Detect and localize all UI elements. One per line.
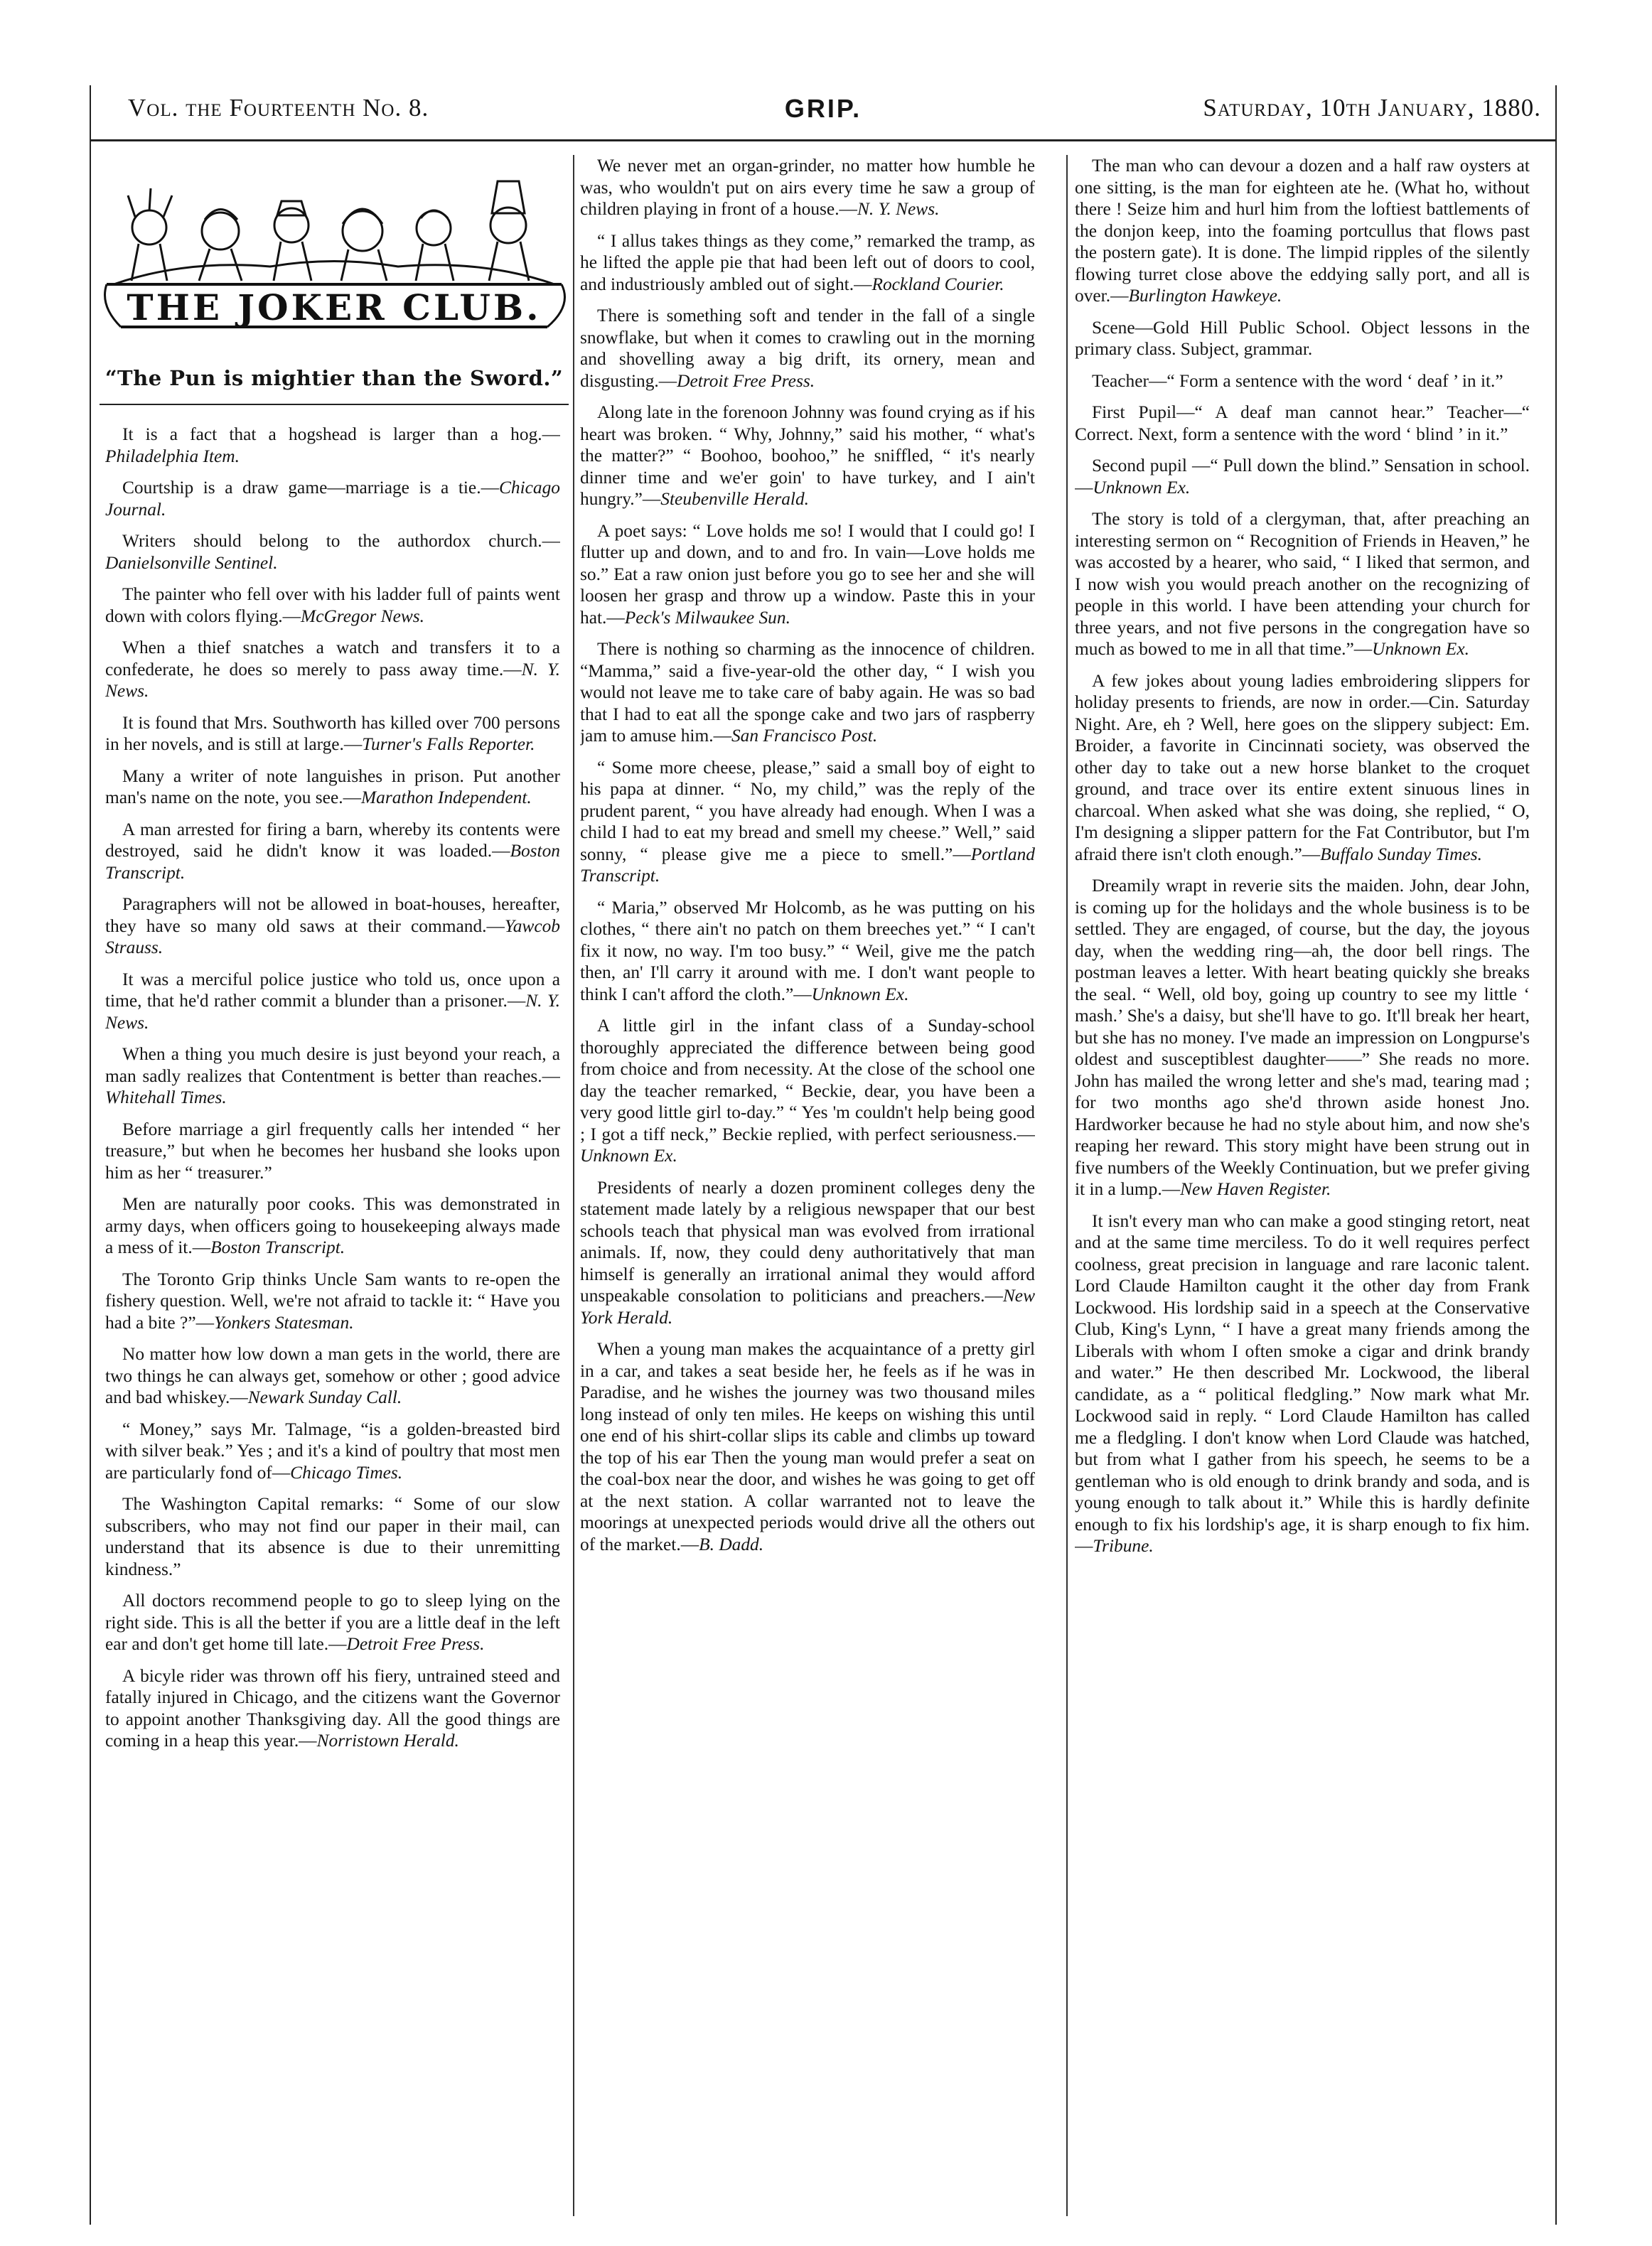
joke-paragraph: There is something soft and tender in the fall of a single snowflake, but when it comes to crawling out in the morning and shovelling away a big drift, its ornery, mean and disgusting.—Detroit Free Press.	[580, 306, 1035, 391]
joke-paragraph: There is nothing so charming as the innocence of children. “Mamma,” said a five-year-old the other day, “ I wish you would not leave me to take care of baby again. He was so bad that I had to eat all the sponge cake and two jars of raspberry jam to amuse him.—San Francisco Post.	[580, 639, 1035, 746]
joke-text: Second pupil —“ Pull down the blind.” Sensation in school.	[1092, 456, 1530, 475]
joke-source: Marathon Independent.	[360, 788, 532, 807]
joke-paragraph: “ Money,” says Mr. Talmage, “is a golden-breasted bird with silver beak.” Yes ; and it's a kind of poultry that most men are particularly fond of—Chicago Times.	[105, 1419, 560, 1483]
joke-text: There is nothing so charming as the innocence of children. “Mamma,” said a five-year-old the other day, “ I wish you would not leave me to take care of baby again. He was so bad that I had to eat all the sponge cake and two jars of raspberry jam to amuse him.	[580, 639, 1035, 746]
joke-source: N. Y. News.	[105, 991, 560, 1033]
joke-paragraph	[105, 1493, 560, 1580]
joke-paragraph: Writers should belong to the authordox church.—Danielsonville Sentinel.	[105, 531, 560, 573]
joke-paragraph: Courtship is a draw game—marriage is a tie.—Chicago Journal.	[105, 478, 560, 520]
column-3	[1075, 155, 1530, 2245]
joke-source: Yawcob Strauss.	[105, 915, 560, 957]
joke-paragraph: Paragraphers will not be allowed in boat-houses, hereafter, they have so many old saws at their command.—Yawcob Strauss.	[105, 894, 560, 957]
joke-source: New York Herald.	[580, 1286, 1035, 1328]
joke-source: Yonkers Statesman.	[213, 1312, 354, 1333]
joke-source: Steubenville Herald.	[660, 489, 810, 509]
joke-source: Chicago Times.	[290, 1462, 403, 1483]
joke-text: Paragraphers will not be allowed in boat-houses, hereafter, they have so many old saws at their command.	[105, 894, 560, 936]
joke-source: Unknown Ex.	[580, 1146, 677, 1166]
joke-paragraph: Along late in the forenoon Johnny was found crying as if his heart was broken. “ Why, Johnny,” said his mother, “ what's the matter?” “ Boohoo, boohoo,” he sniffled, “ it's nearly dinner time and we'er goin' to have turkey, and I ain't hungry.”—Steubenville Herald.	[580, 402, 1035, 509]
joke-source: Tribune.	[1093, 1536, 1154, 1556]
joke-text: A bicyle rider was thrown off his fiery, untrained steed and fatally injured in Chicago, and the citizens want the Governor to appoint another Thanksgiving day. All the good things are coming in a heap this year.	[105, 1665, 560, 1751]
joke-text: A few jokes about young ladies embroidering slippers for holiday presents to friends, are now in order.—Cin. Saturday Night. Are, eh ? Well, here goes on the slippery subject: Em. Broider, a favorite in Cincinnati society, was observed the other day to take out a new horse blanket to the croquet ground, and trace over its entire extent sinuous lines in charcoal. When asked what she was doing, she replied, “ O, I'm designing a slipper pattern for the Fat Contributor, but I'm afraid there isn't cloth enough.”	[1075, 670, 1530, 864]
joke-paragraph	[1075, 402, 1530, 445]
joke-paragraph: A bicyle rider was thrown off his fiery, untrained steed and fatally injured in Chicago, and the citizens want the Governor to appoint another Thanksgiving day. All the good things are coming in a heap this year.—Norristown Herald.	[105, 1665, 560, 1751]
joke-paragraph: “ I allus takes things as they come,” remarked the tramp, as he lifted the apple pie that had been left out of doors to cool, and industriously ambled out of sight.—Rockland Courier.	[580, 230, 1035, 294]
joke-paragraph: Many a writer of note languishes in prison. Put another man's name on the note, you see.—Marathon Independent.	[105, 765, 560, 807]
joke-paragraph: Second pupil —“ Pull down the blind.” Sensation in school.—Unknown Ex.	[1075, 456, 1530, 498]
joke-source: Unknown Ex.	[1093, 477, 1191, 498]
joke-source: N. Y. News.	[105, 659, 560, 701]
joke-paragraph: Presidents of nearly a dozen prominent colleges deny the statement made lately by a religious newspaper that our best schools teach that physical man was evolved from irrational animals. If, now, they could deny authoritatively that man himself is generally an irrational animal they would afford unspeakable consolation to politicians and preachers.—New York Herald.	[580, 1177, 1035, 1328]
joke-text: The Washington Capital remarks: “ Some of our slow subscribers, who may not find our paper in their mail, can understand that its absence is due to their unremitting kindness.”	[105, 1494, 560, 1579]
joke-source: Turner's Falls Reporter.	[362, 734, 535, 754]
joke-text: First Pupil—“ A deaf man cannot hear.” Teacher—“ Correct. Next, form a sentence with the word ‘ blind ’ in it.”	[1075, 402, 1530, 444]
joke-text: There is something soft and tender in the fall of a single snowflake, but when it comes to crawling out in the morning and shovelling away a big drift, its ornery, mean and disgusting.	[580, 306, 1035, 391]
joke-source: Norristown Herald.	[316, 1731, 459, 1751]
joke-source: New Haven Register.	[1180, 1179, 1331, 1199]
joke-text: “ I allus takes things as they come,” remarked the tramp, as he lifted the apple pie that had been left out of doors to cool, and industriously ambled out of sight.	[580, 230, 1035, 294]
joke-text: It is a fact that a hogshead is larger than a hog.	[122, 424, 542, 444]
joke-paragraph: A man arrested for firing a barn, whereby its contents were destroyed, said he didn't know it was loaded.—Boston Transcript.	[105, 819, 560, 883]
joke-text: When a thief snatches a watch and transfers it to a confederate, he does so merely to pass away time.	[105, 638, 560, 679]
joke-paragraph	[1075, 317, 1530, 360]
joke-source: McGregor News.	[301, 606, 424, 626]
joke-text: It was a merciful police justice who told us, once upon a time, that he'd rather commit a blunder than a prisoner.	[105, 969, 560, 1011]
column-divider-1	[573, 155, 574, 2216]
joke-source: Buffalo Sunday Times.	[1320, 844, 1482, 864]
joke-source: Unknown Ex.	[1372, 639, 1469, 659]
joke-source: Newark Sunday Call.	[247, 1387, 402, 1407]
joke-paragraph	[105, 1119, 560, 1184]
joke-paragraph: A poet says: “ Love holds me so! I would that I could go! I flutter up and down, and to and fro. In vain—Love holds me so.” Eat a raw onion just before you go to see her and she will loosen her grasp and throw up a window. Paste this in your hat.—Peck's Milwaukee Sun.	[580, 520, 1035, 628]
joke-paragraph: The story is told of a clergyman, that, after preaching an interesting sermon on “ Recognition of Friends in Heaven,” he was accosted by a hearer, who said, “ I liked that sermon, and I now wish you would preach another on the recognizing of people in this world. I have been attending your church for three years, and not five persons in the congregation have so much as bowed to me in all that time.”—Unknown Ex.	[1075, 509, 1530, 659]
joke-text: The story is told of a clergyman, that, after preaching an interesting sermon on “ Recognition of Friends in Heaven,” he was accosted by a hearer, who said, “ I liked that sermon, and I now wish you would preach another on the recognizing of people in this world. I have been attending your church for three years, and not five persons in the congregation have so much as bowed to me in all that time.”	[1075, 509, 1530, 659]
joke-text: “ Money,” says Mr. Talmage, “is a golden-breasted bird with silver beak.” Yes ; and it's a kind of poultry that most men are particularly fond of	[105, 1419, 560, 1483]
joke-source: Portland Transcript.	[580, 844, 1035, 886]
joke-paragraph: “ Some more cheese, please,” said a small boy of eight to his papa at dinner. “ No, my child,” was the reply of the prudent parent, “ you have already had enough. When I was a child I had to eat my bread and smell my cheese.” Well,” said sonny, “ please give me a piece to smell.”—Portland Transcript.	[580, 757, 1035, 886]
column-divider-2	[1066, 155, 1068, 2216]
joke-text: Presidents of nearly a dozen prominent colleges deny the statement made lately by a religious newspaper that our best schools teach that physical man was evolved from irrational animals. If, now, they could deny authoritatively that man himself is generally an irrational animal they would afford unspeakable consolation to politicians and preachers.	[580, 1177, 1035, 1306]
joke-source: B. Dadd.	[699, 1534, 764, 1554]
motto-rule	[100, 404, 569, 405]
joke-text: A little girl in the infant class of a Sunday-school thoroughly appreciated the difference between being good from choice and from necessity. At the close of the school one day the teacher remarked, “ Beckie, dear, you have been a very good little girl to-day.” “ Yes 'm couldn't help being good ; I got a tiff neck,” Beckie replied, with perfect seriousness.	[580, 1016, 1035, 1144]
joke-source: Detroit Free Press.	[677, 370, 815, 391]
joke-text: Before marriage a girl frequently calls her intended “ her treasure,” but when he becomes her husband she looks upon him as her “ treasurer.”	[105, 1119, 560, 1183]
joke-text: A poet says: “ Love holds me so! I would that I could go! I flutter up and down, and to and fro. In vain—Love holds me so.” Eat a raw onion just before you go to see her and she will loosen her grasp and throw up a window. Paste this in your hat.	[580, 520, 1035, 628]
joke-source: N. Y. News.	[857, 199, 940, 219]
joke-source: Whitehall Times.	[105, 1087, 227, 1107]
joke-paragraph: When a young man makes the acquaintance of a pretty girl in a car, and takes a seat beside her, he feels as if he was in Paradise, and he wishes the journey was two thousand miles long instead of only ten miles. He keeps on wishing this until one end of his shirt-collar slips its cable and climbs up toward the top of his ear Then the young man would prefer a seat on the coal-box near the door, and wishes he was going to get off at the next station. A collar warranted not to leave the moorings at unexpected periods would drive all the others out of the market.—B. Dadd.	[580, 1339, 1035, 1554]
joke-source: Burlington Hawkeye.	[1128, 286, 1282, 306]
masthead	[91, 94, 1555, 128]
column-2	[580, 155, 1035, 2245]
joke-text: Writers should belong to the authordox church.	[122, 531, 542, 551]
joke-paragraph	[1075, 370, 1530, 392]
joke-text: All doctors recommend people to go to sleep lying on the right side. This is all the better if you are a little deaf in the left ear and don't get home till late.	[105, 1591, 560, 1654]
joke-paragraph: A little girl in the infant class of a Sunday-school thoroughly appreciated the difference between being good from choice and from necessity. At the close of the school one day the teacher remarked, “ Beckie, dear, you have been a very good little girl to-day.” “ Yes 'm couldn't help being good ; I got a tiff neck,” Beckie replied, with perfect seriousness.—Unknown Ex.	[580, 1016, 1035, 1166]
joke-paragraph: We never met an organ-grinder, no matter how humble he was, who wouldn't put on airs every time he saw a group of children playing in front of a house.—N. Y. News.	[580, 156, 1035, 219]
joker-club-illustration	[100, 160, 569, 387]
joke-source: Boston Transcript.	[105, 841, 560, 883]
joke-text: The painter who fell over with his ladder full of paints went down with colors flying.	[105, 584, 560, 626]
masthead-rule	[90, 139, 1557, 141]
joke-paragraph: A few jokes about young ladies embroidering slippers for holiday presents to friends, are now in order.—Cin. Saturday Night. Are, eh ? Well, here goes on the slippery subject: Em. Broider, a favorite in Cincinnati society, was observed the other day to take out a new horse blanket to the croquet ground, and trace over its entire extent sinuous lines in charcoal. When asked what she was doing, she replied, “ O, I'm designing a slipper pattern for the Fat Contributor, but I'm afraid there isn't cloth enough.”—Buffalo Sunday Times.	[1075, 670, 1530, 864]
joke-text: The man who can devour a dozen and a half raw oysters at one sitting, is the man for eighteen ate he. (What ho, without there ! Seize him and hurl him from the loftiest battlements of the donjon keep, into the foaming portcullus that flows past the postern gate). It is done. The limpid ripples of the silently flowing turret close above the eddying sally port, and all is over.	[1075, 156, 1530, 306]
joke-text: When a thing you much desire is just beyond your reach, a man sadly realizes that Contentment is better than reaches.	[105, 1044, 560, 1086]
joke-paragraph: The man who can devour a dozen and a half raw oysters at one sitting, is the man for eighteen ate he. (What ho, without there ! Seize him and hurl him from the loftiest battlements of the donjon keep, into the foaming portcullus that flows past the postern gate). It is done. The limpid ripples of the silently flowing turret close above the eddying sally port, and all is over.—Burlington Hawkeye.	[1075, 156, 1530, 306]
joke-paragraph: When a thing you much desire is just beyond your reach, a man sadly realizes that Contentment is better than reaches.—Whitehall Times.	[105, 1044, 560, 1107]
joke-source: Danielsonville Sentinel.	[105, 552, 278, 573]
joke-text: We never met an organ-grinder, no matter how humble he was, who wouldn't put on airs every time he saw a group of children playing in front of a house.	[580, 156, 1035, 219]
left-margin-rule	[90, 85, 91, 2225]
joke-text: “ Maria,” observed Mr Holcomb, as he was putting on his clothes, “ there ain't no patch on them breeches yet.” “ I can't fix it now, no way. I'm too busy.” “ Weil, give me the patch then, an' I'll carry it around with me. I don't want people to think I can't afford the cloth.”	[580, 897, 1035, 1004]
joke-paragraph: It is a fact that a hogshead is larger than a hog.—Philadelphia Item.	[105, 424, 560, 466]
joke-text: Men are naturally poor cooks. This was demonstrated in army days, when officers going to housekeeping always made a mess of it.	[105, 1194, 560, 1257]
joke-source: Philadelphia Item.	[105, 446, 240, 466]
joke-text: It is found that Mrs. Southworth has killed over 700 persons in her novels, and is still at large.	[105, 712, 560, 754]
joke-source: Detroit Free Press.	[346, 1634, 485, 1654]
joke-text: Many a writer of note languishes in prison. Put another man's name on the note, you see.	[105, 765, 560, 807]
issue-date: Saturday, 10th January, 1880.	[1203, 94, 1541, 122]
joke-source: Rockland Courier.	[871, 274, 1004, 294]
joke-paragraph: No matter how low down a man gets in the world, there are two things he can always get, somehow or other ; good advice and bad whiskey.—Newark Sunday Call.	[105, 1344, 560, 1407]
section-title: THE JOKER CLUB.	[127, 286, 542, 328]
joke-text: Dreamily wrapt in reverie sits the maiden. John, dear John, is coming up for the holidays and the whole business is to be settled. They are engaged, of course, but the day, the joyous day, when the wedding ring—ah, the door bell rings. The postman leaves a letter. With heart beating quickly she breaks the seal. “ Well, old boy, going up country to see my little ‘ mash.’ She's a daisy, but she'll have to go. It'll break her heart, but she has no money. I've made an impression on Longpurse's oldest and susceptiblest daughter——” She reads no more. John has mailed the wrong letter and she's mad, tearing mad ; for two months ago she'd thrown aside honest Jno. Hardworker because he had no style about him, and now she's reaping her reward. This story might have been strung out in five numbers of the Weekly Continuation, but we prefer giving it in a lump.	[1075, 876, 1530, 1199]
paper-title: GRIP.	[784, 94, 862, 123]
joke-text: The Toronto Grip thinks Uncle Sam wants to re-open the fishery question. Well, we're not afraid to tackle it: “ Have you had a bite ?”	[105, 1269, 560, 1333]
joke-source: San Francisco Post.	[731, 726, 878, 746]
volume-number: Vol. the Fourteenth No. 8.	[128, 94, 429, 122]
joke-text: When a young man makes the acquaintance of a pretty girl in a car, and takes a seat beside her, he feels as if he was in Paradise, and he wishes the journey was two thousand miles long instead of only ten miles. He keeps on wishing this until one end of his shirt-collar slips its cable and climbs up toward the top of his ear Then the young man would prefer a seat on the coal-box near the door, and wishes he was going to get off at the next station. A collar warranted not to leave the moorings at unexpected periods would drive all the others out of the market.	[580, 1339, 1035, 1554]
section-motto: “The Pun is mightier than the Sword.”	[104, 366, 564, 390]
joke-text: Along late in the forenoon Johnny was found crying as if his heart was broken. “ Why, Johnny,” said his mother, “ what's the matter?” “ Boohoo, boohoo,” he sniffled, “ it's nearly dinner time and we'er goin' to have turkey, and I ain't hungry.”	[580, 402, 1035, 509]
joke-text: A man arrested for firing a barn, whereby its contents were destroyed, said he didn't know it was loaded.	[105, 819, 560, 861]
joke-text: No matter how low down a man gets in the world, there are two things he can always get, somehow or other ; good advice and bad whiskey.	[105, 1344, 560, 1407]
column-1	[105, 424, 560, 2222]
joke-text: Courtship is a draw game—marriage is a tie.	[122, 478, 481, 498]
joke-paragraph: “ Maria,” observed Mr Holcomb, as he was putting on his clothes, “ there ain't no patch on them breeches yet.” “ I can't fix it now, no way. I'm too busy.” “ Weil, give me the patch then, an' I'll carry it around with me. I don't want people to think I can't afford the cloth.”—Unknown Ex.	[580, 897, 1035, 1004]
joke-paragraph: The Toronto Grip thinks Uncle Sam wants to re-open the fishery question. Well, we're not afraid to tackle it: “ Have you had a bite ?”—Yonkers Statesman.	[105, 1269, 560, 1333]
joke-paragraph: All doctors recommend people to go to sleep lying on the right side. This is all the better if you are a little deaf in the left ear and don't get home till late.—Detroit Free Press.	[105, 1591, 560, 1654]
jokers-drawing	[100, 160, 569, 359]
right-margin-rule	[1555, 85, 1557, 2225]
joke-paragraph: It is found that Mrs. Southworth has killed over 700 persons in her novels, and is still at large.—Turner's Falls Reporter.	[105, 712, 560, 754]
joke-text: Scene—Gold Hill Public School. Object lessons in the primary class. Subject, grammar.	[1075, 317, 1530, 359]
joke-text: It isn't every man who can make a good stinging retort, neat and at the same time merciless. To do it well requires perfect coolness, great precision in language and rare laconic talent. Lord Claude Hamilton caught it the other day from Frank Lockwood. His lordship said in a speech at the Conservative Club, King's Lynn, “ I have a great many friends among the Liberals with whom I often smoke a cigar and drink brandy and water.” He then described Mr. Lockwood, the liberal candidate, as a “ political fledgling.” Now mark what Mr. Lockwood said in reply. “ Lord Claude Hamilton has called me a fledgling. I don't know when Lord Claude was hatched, but from what I gather from his speech, he seems to be a gentleman who is old enough to drink brandy and soda, and is young enough to talk about it.” While this is hardly definite enough to fix his lordship's age, it is sharp enough to fix him.	[1075, 1210, 1530, 1535]
joke-source: Unknown Ex.	[811, 984, 909, 1004]
joke-text: “ Some more cheese, please,” said a small boy of eight to his papa at dinner. “ No, my child,” was the reply of the prudent parent, “ you have already had enough. When I was a child I had to eat my bread and smell my cheese.” Well,” said sonny, “ please give me a piece to smell.”	[580, 757, 1035, 864]
joke-paragraph: When a thief snatches a watch and transfers it to a confederate, he does so merely to pass away time.—N. Y. News.	[105, 638, 560, 701]
joke-source: Boston Transcript.	[210, 1237, 345, 1257]
joke-source: Chicago Journal.	[105, 478, 560, 520]
joke-paragraph: It isn't every man who can make a good stinging retort, neat and at the same time merciless. To do it well requires perfect coolness, great precision in language and rare laconic talent. Lord Claude Hamilton caught it the other day from Frank Lockwood. His lordship said in a speech at the Conservative Club, King's Lynn, “ I have a great many friends among the Liberals with whom I often smoke a cigar and drink brandy and water.” He then described Mr. Lockwood, the liberal candidate, as a “ political fledgling.” Now mark what Mr. Lockwood said in reply. “ Lord Claude Hamilton has called me a fledgling. I don't know when Lord Claude was hatched, but from what I gather from his speech, he seems to be a gentleman who is old enough to drink brandy and soda, and is young enough to talk about it.” While this is hardly definite enough to fix his lordship's age, it is sharp enough to fix him.—Tribune.	[1075, 1210, 1530, 1556]
joke-paragraph: Dreamily wrapt in reverie sits the maiden. John, dear John, is coming up for the holidays and the whole business is to be settled. They are engaged, of course, but the day, the joyous day, when the wedding ring—ah, the door bell rings. The postman leaves a letter. With heart beating quickly she breaks the seal. “ Well, old boy, going up country to see my little ‘ mash.’ She's a daisy, but she'll have to go. It'll break her heart, but she has no money. I've made an impression on Longpurse's oldest and susceptiblest daughter——” She reads no more. John has mailed the wrong letter and she's mad, tearing mad ; for two months ago she'd thrown aside honest Jno. Hardworker because he had no style about him, and now she's reaping her reward. This story might have been strung out in five numbers of the Weekly Continuation, but we prefer giving it in a lump.—New Haven Register.	[1075, 876, 1530, 1199]
joke-paragraph: It was a merciful police justice who told us, once upon a time, that he'd rather commit a blunder than a prisoner.—N. Y. News.	[105, 969, 560, 1033]
joke-text: Teacher—“ Form a sentence with the word ‘ deaf ’ in it.”	[1092, 370, 1503, 391]
joke-paragraph: Men are naturally poor cooks. This was demonstrated in army days, when officers going to housekeeping always made a mess of it.—Boston Transcript.	[105, 1194, 560, 1257]
joke-paragraph: The painter who fell over with his ladder full of paints went down with colors flying.—McGregor News.	[105, 584, 560, 626]
joke-source: Peck's Milwaukee Sun.	[624, 607, 790, 628]
